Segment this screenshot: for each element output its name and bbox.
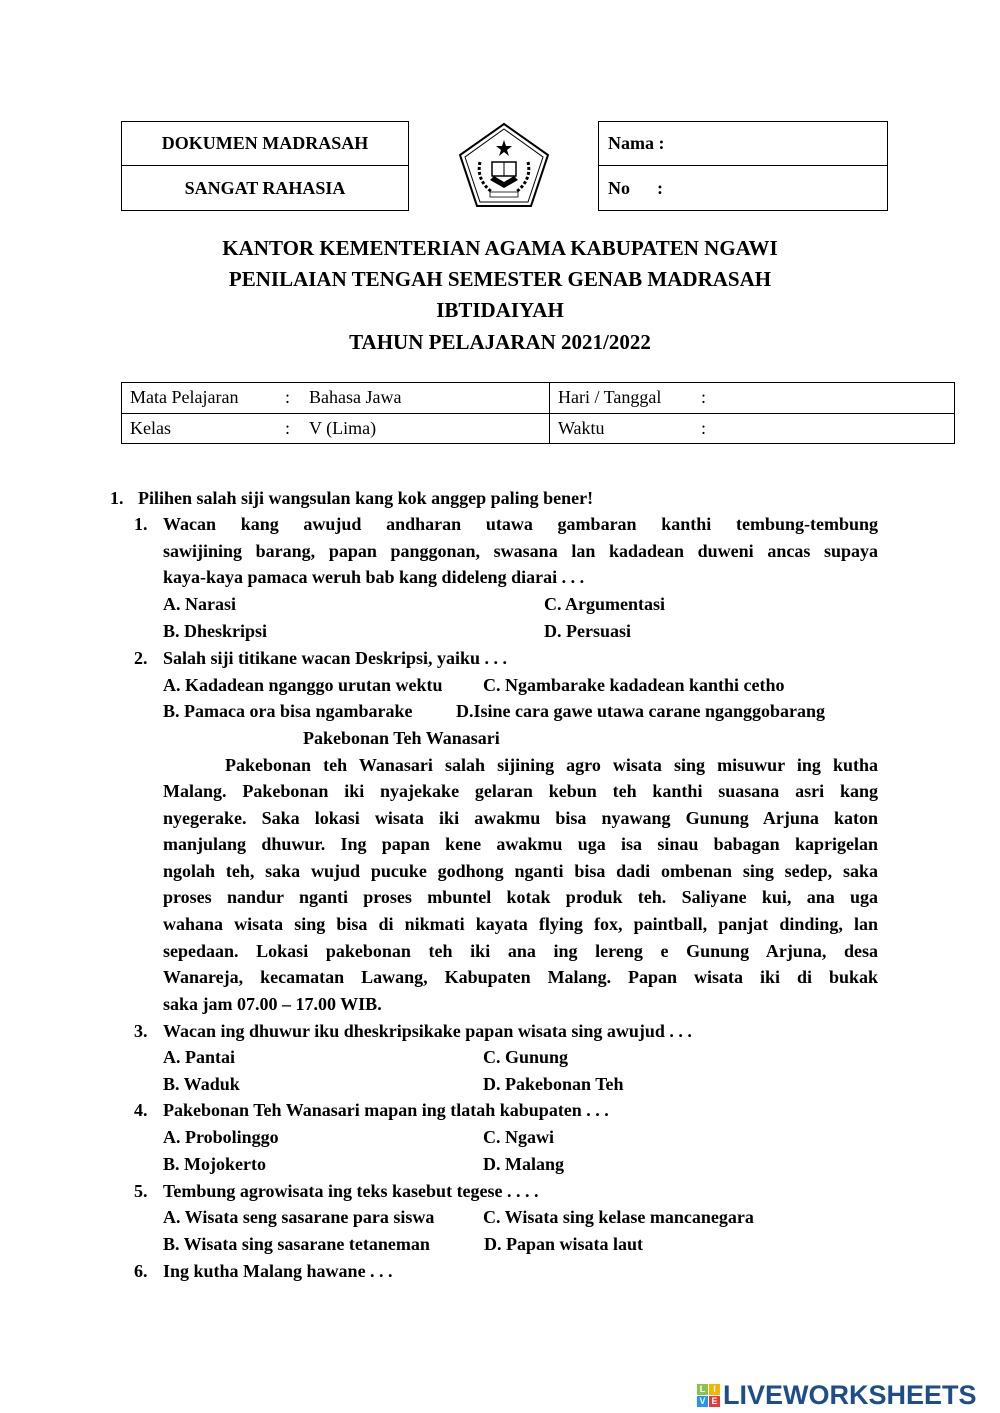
option-a[interactable]: A. Probolinggo	[163, 1127, 279, 1147]
question-text-line: sawijining barang, papan panggonan, swasana lan kadadean duweni ancas supaya	[163, 541, 878, 561]
option-c[interactable]: C. Gunung	[483, 1047, 569, 1067]
option-b[interactable]: B. Waduk	[163, 1074, 240, 1094]
option-d[interactable]: D.Isine cara gawe utawa carane nganggobarang	[456, 701, 825, 721]
liveworksheets-watermark	[697, 1380, 977, 1411]
date-label: Hari / Tanggal	[558, 387, 662, 407]
option-d[interactable]: D. Papan wisata laut	[484, 1234, 644, 1254]
section-number: 1.	[110, 488, 124, 508]
title-year: TAHUN PELAJARAN 2021/2022	[349, 330, 651, 354]
passage-title: Pakebonan Teh Wanasari	[303, 728, 500, 748]
passage-line: wahana wisata sing bisa di nikmati kayata flying fox, paintball, panjat dinding, lan	[163, 914, 878, 934]
question-text: Salah siji titikane wacan Deskripsi, yaiku . . .	[163, 648, 508, 668]
question-number: 2.	[134, 648, 148, 668]
option-d[interactable]: D. Pakebonan Teh	[483, 1074, 624, 1094]
option-c[interactable]: C. Argumentasi	[544, 594, 665, 614]
subject-label: Mata Pelajaran	[130, 387, 239, 407]
badge-letter: L	[697, 1384, 708, 1395]
passage-line: nyegerake. Saka lokasi wisata iki awakmu bisa nyawang Gunung Arjuna katon	[163, 808, 878, 828]
exam-info-table	[121, 382, 955, 444]
option-d[interactable]: D. Persuasi	[544, 621, 631, 641]
question-number: 1.	[134, 514, 148, 534]
document-label: DOKUMEN MADRASAH	[122, 122, 408, 166]
question-number: 4.	[134, 1100, 148, 1120]
title-level: IBTIDAIYAH	[436, 298, 564, 322]
document-status-box	[121, 121, 409, 211]
question-text: Ing kutha Malang hawane . . .	[163, 1261, 393, 1281]
badge-letter: E	[709, 1396, 720, 1407]
option-c[interactable]: C. Wisata sing kelase mancanegara	[483, 1207, 754, 1227]
option-a[interactable]: A. Narasi	[163, 594, 236, 614]
title-office: KANTOR KEMENTERIAN AGAMA KABUPATEN NGAWI	[222, 236, 778, 260]
passage-line: Wanareja, kecamatan Lawang, Kabupaten Malang. Papan wisata iki di bukak	[163, 967, 878, 987]
passage-line: sepedaan. Lokasi pakebonan teh iki ana ing lereng e Gunung Arjuna, desa	[163, 941, 878, 961]
question-text: Wacan ing dhuwur iku dheskripsikake papan wisata sing awujud . . .	[163, 1021, 692, 1041]
option-b[interactable]: B. Mojokerto	[163, 1154, 266, 1174]
option-d[interactable]: D. Malang	[483, 1154, 564, 1174]
name-field-label[interactable]: Nama :	[608, 133, 665, 153]
passage-line: proses nandur nganti proses mbuntel kotak produk teh. Saliyane kui, ana uga	[163, 887, 878, 907]
colon: :	[285, 418, 291, 438]
time-label: Waktu	[558, 418, 605, 438]
question-text-line: Wacan kang awujud andharan utawa gambaran kanthi tembung-tembung	[163, 514, 878, 534]
option-a[interactable]: A. Wisata seng sasarane para siswa	[163, 1207, 435, 1227]
colon: :	[701, 418, 707, 438]
passage-line: Pakebonan teh Wanasari salah sijining agro wisata sing misuwur ing kutha	[225, 755, 878, 775]
section-instruction: Pilihen salah siji wangsulan kang kok anggep paling bener!	[138, 488, 594, 508]
subject-value: Bahasa Jawa	[309, 387, 402, 407]
ministry-seal-logo	[458, 122, 550, 213]
question-text: Pakebonan Teh Wanasari mapan ing tlatah kabupaten . . .	[163, 1100, 609, 1120]
class-value: V (Lima)	[309, 418, 377, 438]
question-number: 6.	[134, 1261, 148, 1281]
colon: :	[701, 387, 707, 407]
option-b[interactable]: B. Dheskripsi	[163, 621, 268, 641]
question-text: Tembung agrowisata ing teks kasebut tegese . . . .	[163, 1181, 539, 1201]
student-info-box	[598, 121, 888, 211]
option-b[interactable]: B. Wisata sing sasarane tetaneman	[163, 1234, 430, 1254]
option-c[interactable]: C. Ngawi	[483, 1127, 554, 1147]
option-c[interactable]: C. Ngambarake kadadean kanthi cetho	[483, 675, 785, 695]
live-badge-icon	[697, 1384, 720, 1407]
number-field-colon: :	[657, 177, 663, 198]
confidential-label: SANGAT RAHASIA	[184, 177, 346, 198]
option-b[interactable]: B. Pamaca ora bisa ngambarake	[163, 701, 413, 721]
class-label: Kelas	[130, 418, 171, 438]
passage-line: Malang. Pakebonan iki nyajekake gelaran kebun teh kanthi suasana asri kang	[163, 781, 878, 801]
badge-letter: I	[709, 1384, 720, 1395]
question-number: 3.	[134, 1021, 148, 1041]
number-field-label[interactable]: No	[608, 177, 630, 198]
passage-line: saka jam 07.00 – 17.00 WIB.	[163, 994, 382, 1014]
passage-line: ngolah teh, saka wujud pucuke godhong nganti bisa dadi ombenan sing sedep, saka	[163, 861, 878, 881]
question-number: 5.	[134, 1181, 148, 1201]
watermark-text: LIVEWORKSHEETS	[723, 1380, 977, 1410]
option-a[interactable]: A. Kadadean nganggo urutan wektu	[163, 675, 443, 695]
option-a[interactable]: A. Pantai	[163, 1047, 235, 1067]
badge-letter: V	[697, 1396, 708, 1407]
question-text-line: kaya-kaya pamaca weruh bab kang dideleng diarai . . .	[163, 567, 585, 587]
colon: :	[285, 387, 291, 407]
title-exam: PENILAIAN TENGAH SEMESTER GENAB MADRASAH	[228, 267, 772, 291]
passage-line: manjulang dhuwur. Ing papan kene awakmu uga isa sinau babagan kaprigelan	[163, 834, 878, 854]
